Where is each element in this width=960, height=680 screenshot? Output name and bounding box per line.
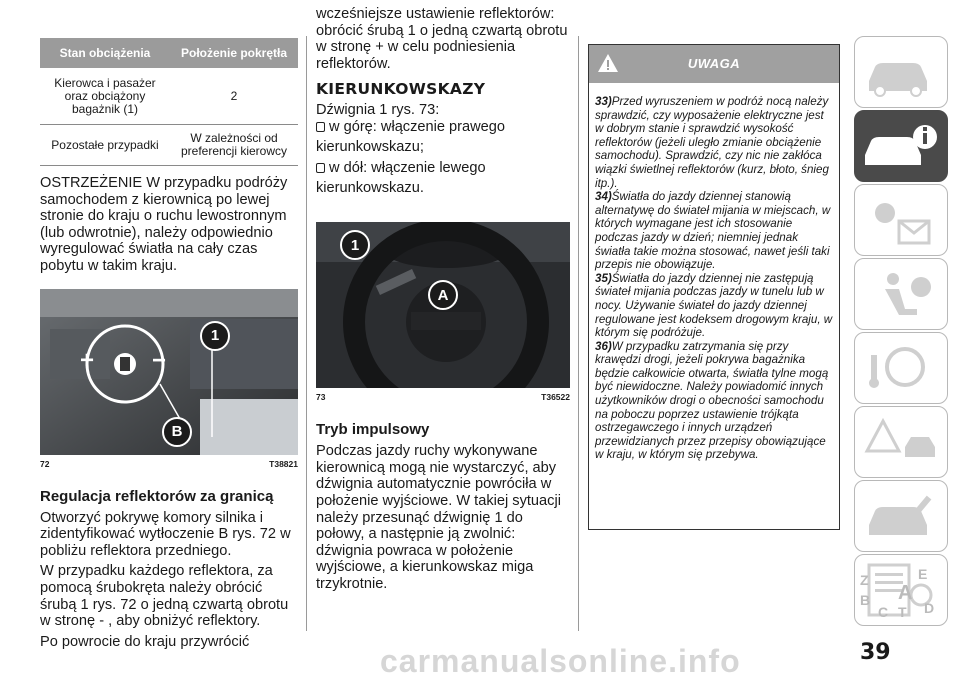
figure-code: T38821 bbox=[269, 458, 298, 469]
note-item bbox=[595, 95, 833, 190]
page-number: 39 bbox=[860, 640, 891, 665]
section-heading: Regulacja reflektorów za granicą bbox=[40, 487, 274, 505]
column-divider bbox=[306, 36, 307, 631]
note-text: Światła do jazdy dziennej stanowią alternatywę do świateł mijania w miejscach, w których wymagane jest ich stosowanie podczas jazdy w dzień; niemniej jednak światła takie można stosować, nawet jeśli taki przepis nie obowiązuje. bbox=[595, 190, 831, 272]
list-item-text: kierunkowskazu. bbox=[316, 179, 424, 196]
figure-72 bbox=[40, 289, 298, 455]
minus-sign: − bbox=[152, 346, 167, 374]
list-item-text: w dół: włączenie lewego bbox=[329, 159, 486, 176]
note-text: Przed wyruszeniem w podróż nocą należy sprawdzić, czy wyposażenie elektryczne jest w dobrym stanie i sprawdzić wysokość reflektorów (jeżeli uległo zmianie obciążenie samochodu). Sprawdzić, czy nic nie zakłóca wiązki świetlnej reflektorów (kurz, błoto, śnieg itp.). bbox=[595, 95, 829, 190]
index-letter: B bbox=[860, 592, 871, 608]
note-item bbox=[595, 272, 833, 340]
checkbox-bullet-icon bbox=[316, 163, 325, 173]
figure-number: 72 bbox=[40, 458, 50, 469]
table-cell: Pozostałe przypadki bbox=[40, 125, 170, 166]
warning-header bbox=[589, 45, 839, 83]
warning-notes bbox=[589, 83, 839, 462]
figure-code: T36522 bbox=[541, 392, 570, 403]
table-cell: Kierowca i pasażer oraz obciążony bagażnik (1) bbox=[40, 68, 170, 125]
note-item bbox=[595, 190, 833, 272]
warning-paragraph: OSTRZEŻENIE W przypadku podróży samochodem z kierownicą po lewej stronie do kraju o ruchu lewostronnym (lub odwrotnie), należy odpowiednio wyregulować światła na cały czas pobytu w takim kraju. bbox=[40, 175, 288, 274]
callout-b: B bbox=[162, 417, 192, 447]
road-triangle-icon[interactable] bbox=[854, 406, 948, 478]
table-row bbox=[40, 125, 298, 166]
car-wrench-icon[interactable] bbox=[854, 480, 948, 552]
car-dashboard-icon[interactable] bbox=[854, 36, 948, 108]
paragraph: wcześniejsze ustawienie reflektorów: obrócić śrubą 1 o jedną czwartą obrotu w stronę + w celu podniesienia reflektorów. bbox=[316, 6, 568, 72]
paragraph: Podczas jazdy ruchy wykonywane kierownicą mogą nie wystarczyć, aby dźwignia automatycznie powróciła w położenie wyjściowe. W takiej sytuacji należy przesunąć dźwignię 1 do połowy, a następnie ją zwolnić: dźwignia powraca w położenie wyjściowe, a kierunkowskaz miga trzykrotnie. bbox=[316, 443, 561, 592]
column-divider bbox=[578, 36, 579, 631]
figure-caption bbox=[316, 392, 570, 402]
warning-title: UWAGA bbox=[687, 56, 741, 71]
column-middle bbox=[316, 6, 570, 593]
plus-sign: + bbox=[80, 346, 95, 374]
paragraph: Dźwignia 1 rys. 73: bbox=[316, 102, 440, 119]
warning-lights-icon[interactable] bbox=[854, 184, 948, 256]
column-left bbox=[40, 0, 298, 650]
note-text: W przypadku zatrzymania się przy krawędzi drogi, jeżeli pokrywa bagażnika będzie całkowicie otwarta, światła tylne mogą być niewidoczne. Należy powiadomić innych użytkowników drogi o obecności samochodu na poboczu poprzez ustawienie trójkąta ostrzegawczego i innych urządzeń przewidzianych przez przepisy obowiązujące w kraju, w którym się przebywa. bbox=[595, 339, 829, 462]
callout-a: A bbox=[428, 280, 458, 310]
note-number: 36) bbox=[595, 339, 612, 353]
note-number: 34) bbox=[595, 190, 612, 204]
paragraph: Po powrocie do kraju przywrócić bbox=[40, 633, 250, 650]
table-header: Położenie pokrętła bbox=[170, 38, 298, 68]
index-letter: C bbox=[878, 604, 889, 620]
checkbox-bullet-icon bbox=[316, 122, 325, 132]
table-cell: W zależności od preferencji kierowcy bbox=[170, 125, 298, 166]
figure-73 bbox=[316, 222, 570, 388]
list-item bbox=[316, 160, 570, 177]
index-icon[interactable] bbox=[854, 560, 948, 624]
paragraph: W przypadku każdego reflektora, za pomocą śrubokręta należy obrócić śrubą 1 rys. 72 o jedną czwartą obrotu w stronę - , aby obniżyć reflektory. bbox=[40, 563, 289, 630]
callout-1: 1 bbox=[340, 230, 370, 260]
table-row bbox=[40, 68, 298, 125]
index-letter: A bbox=[898, 582, 913, 604]
list-item bbox=[316, 119, 570, 136]
note-number: 35) bbox=[595, 271, 612, 285]
airbag-seat-icon[interactable] bbox=[854, 258, 948, 330]
load-table bbox=[40, 38, 298, 166]
note-number: 33) bbox=[595, 95, 612, 108]
watermark: carmanualsonline.info bbox=[380, 643, 741, 679]
section-heading: KIERUNKOWSKAZY bbox=[316, 80, 486, 99]
figure-number: 73 bbox=[316, 392, 326, 403]
index-letter: T bbox=[898, 604, 907, 620]
section-heading: Tryb impulsowy bbox=[316, 421, 430, 439]
table-cell: 2 bbox=[170, 68, 298, 125]
figure-caption bbox=[40, 459, 298, 469]
list-item-text: w górę: włączenie prawego bbox=[329, 118, 506, 135]
car-info-icon[interactable] bbox=[854, 110, 948, 182]
index-letter: Z bbox=[860, 572, 869, 588]
warning-box bbox=[588, 44, 840, 530]
index-letter: D bbox=[924, 600, 935, 616]
table-header: Stan obciążenia bbox=[40, 38, 170, 68]
note-text: Światła do jazdy dziennej nie zastępują świateł mijania podczas jazdy w tunelu lub w nocy. Używanie świateł do jazdy dziennej regulowane jest kodeksem drogowym kraju, w którym się podróżuje. bbox=[595, 271, 833, 340]
paragraph: Otworzyć pokrywę komory silnika i zidentyfikować wytłoczenie B rys. 72 w pobliżu reflektora przedniego. bbox=[40, 509, 291, 559]
steering-key-icon[interactable] bbox=[854, 332, 948, 404]
note-item bbox=[595, 340, 833, 462]
callout-1: 1 bbox=[200, 321, 230, 351]
index-letter: E bbox=[918, 566, 928, 582]
list-item-text: kierunkowskazu; bbox=[316, 138, 424, 155]
